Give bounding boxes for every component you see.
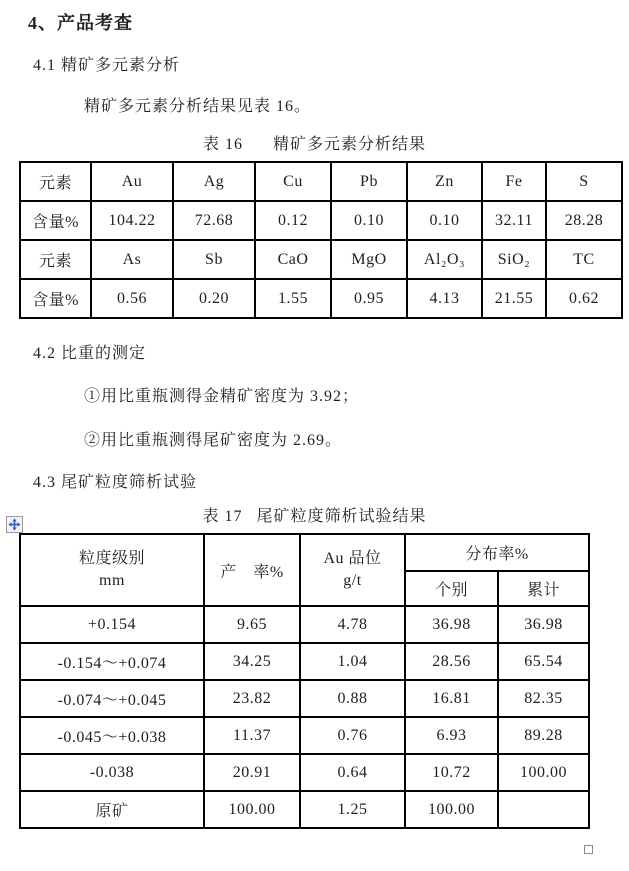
table-cell: 0.64 — [300, 754, 405, 791]
table-cell: 20.91 — [204, 754, 300, 791]
table16-caption-label: 表 16 — [202, 136, 243, 153]
table-cell: MgO — [331, 240, 407, 279]
table17-header — [20, 534, 589, 606]
table-cell: Zn — [407, 162, 482, 201]
table-cell: 6.93 — [405, 717, 498, 754]
table-row — [20, 201, 622, 240]
table-cell: -0.154～+0.074 — [20, 643, 204, 680]
table-cell: 36.98 — [405, 606, 498, 643]
table-cell: 100.00 — [204, 791, 300, 828]
table-row — [20, 279, 622, 318]
table-cell: +0.154 — [20, 606, 204, 643]
table-cell: 32.11 — [482, 201, 546, 240]
header-au-grade-unit: g/t — [343, 572, 362, 589]
subsection-title-4-2: 4.2 比重的测定 — [33, 345, 147, 362]
table-cell: 0.76 — [300, 717, 405, 754]
table-cell: 0.62 — [546, 279, 622, 318]
table-cell: 0.56 — [91, 279, 173, 318]
table-cell: 4.78 — [300, 606, 405, 643]
table-cell: 89.28 — [498, 717, 589, 754]
table-cell: 1.04 — [300, 643, 405, 680]
table-cell: 82.35 — [498, 680, 589, 717]
table-row — [20, 606, 589, 643]
table16-body — [20, 162, 622, 318]
subsection-title-4-1: 4.1 精矿多元素分析 — [33, 57, 181, 74]
table-cell: -0.074～+0.045 — [20, 680, 204, 717]
table-cell: Pb — [331, 162, 407, 201]
header-size-class-unit: mm — [99, 572, 125, 589]
table-row — [20, 643, 589, 680]
table-row — [20, 717, 589, 754]
table-cell: TC — [546, 240, 622, 279]
table-row — [20, 162, 622, 201]
table-cell: 34.25 — [204, 643, 300, 680]
table-cell: 10.72 — [405, 754, 498, 791]
table-cell: 100.00 — [405, 791, 498, 828]
table-resize-handle[interactable] — [584, 845, 593, 854]
subsection-title-4-3: 4.3 尾矿粒度筛析试验 — [33, 474, 198, 491]
table-cell: 4.13 — [407, 279, 482, 318]
table-cell: 0.95 — [331, 279, 407, 318]
table-cell: 36.98 — [498, 606, 589, 643]
table-cell: 11.37 — [204, 717, 300, 754]
table-cell: 0.88 — [300, 680, 405, 717]
table-cell: Fe — [482, 162, 546, 201]
table-cell: 21.55 — [482, 279, 546, 318]
table-cell: Cu — [255, 162, 331, 201]
header-yield: 产 率% — [204, 534, 300, 606]
table-cell: 1.55 — [255, 279, 331, 318]
table-cell: 0.20 — [173, 279, 255, 318]
table-cell — [498, 791, 589, 828]
move-arrows-icon — [8, 518, 21, 531]
table-cell: -0.038 — [20, 754, 204, 791]
header-distribution-cumulative: 累计 — [498, 571, 589, 606]
table-cell: 72.68 — [173, 201, 255, 240]
table-cell: 原矿 — [20, 791, 204, 828]
header-distribution-group: 分布率% — [405, 534, 589, 571]
table-cell: 0.10 — [407, 201, 482, 240]
table-row — [20, 680, 589, 717]
header-distribution-individual: 个别 — [405, 571, 498, 606]
table17-caption — [0, 503, 629, 526]
table-cell: 28.56 — [405, 643, 498, 680]
table-cell: 0.10 — [331, 201, 407, 240]
header-size-class-label: 粒度级别 — [78, 550, 145, 568]
table-cell: 16.81 — [405, 680, 498, 717]
table-row — [20, 754, 589, 791]
table-cell: SiO₂ — [482, 240, 546, 279]
table-cell: Al₂O₃ — [407, 240, 482, 279]
table16-multi-element-analysis — [19, 161, 623, 319]
header-size-class — [20, 534, 204, 606]
header-au-grade-label: Au 品位 — [323, 550, 382, 568]
table-cell: 104.22 — [91, 201, 173, 240]
table-cell: S — [546, 162, 622, 201]
table-cell: 含量% — [20, 201, 91, 240]
table-cell: 65.54 — [498, 643, 589, 680]
table17-caption-title: 尾矿粒度筛析试验结果 — [256, 508, 427, 525]
table-cell: 1.25 — [300, 791, 405, 828]
table-cell: 23.82 — [204, 680, 300, 717]
header-au-grade — [300, 534, 405, 606]
table17-caption-label: 表 17 — [202, 508, 243, 525]
table-cell: Sb — [173, 240, 255, 279]
table16-caption — [0, 131, 629, 154]
table-cell: Au — [91, 162, 173, 201]
paragraph-density-tailings: ②用比重瓶测得尾矿密度为 2.69。 — [84, 432, 343, 449]
table17-body — [20, 606, 589, 828]
table17-sieve-analysis — [19, 533, 590, 829]
table-cell: Ag — [173, 162, 255, 201]
table-cell: 含量% — [20, 279, 91, 318]
table-cell: 元素 — [20, 162, 91, 201]
table-cell: 元素 — [20, 240, 91, 279]
table-cell: CaO — [255, 240, 331, 279]
section-heading: 4、产品考查 — [28, 13, 133, 33]
table-row — [20, 791, 589, 828]
table-cell: 28.28 — [546, 201, 622, 240]
paragraph-density-concentrate: ①用比重瓶测得金精矿密度为 3.92； — [84, 388, 360, 405]
table-cell: 100.00 — [498, 754, 589, 791]
table-row — [20, 240, 622, 279]
paragraph-intro-table16: 精矿多元素分析结果见表 16。 — [84, 98, 312, 115]
table16-caption-title: 精矿多元素分析结果 — [273, 136, 427, 153]
table-cell: 9.65 — [204, 606, 300, 643]
table-cell: 0.12 — [255, 201, 331, 240]
table-move-handle[interactable] — [6, 516, 23, 533]
table-cell: As — [91, 240, 173, 279]
table-cell: -0.045～+0.038 — [20, 717, 204, 754]
